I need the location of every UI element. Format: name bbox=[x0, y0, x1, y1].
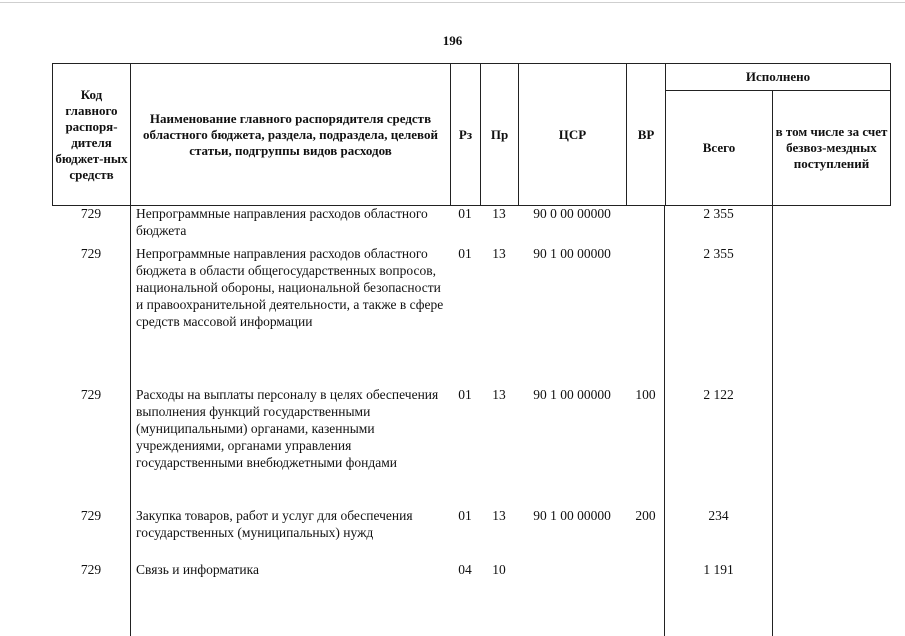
cell-total: 2 355 bbox=[703, 206, 734, 221]
cell-csr: 90 0 00 00000 bbox=[533, 206, 611, 221]
cell-pr: 13 bbox=[492, 508, 506, 523]
header-vr: ВР bbox=[627, 64, 666, 206]
table-row bbox=[52, 245, 890, 386]
cell-pr: 13 bbox=[492, 246, 506, 261]
cell-code: 729 bbox=[80, 562, 102, 577]
header-name: Наименование главного распорядителя средств областного бюджета, раздела, подраздела, целевой статьи, подгруппы видов расходов bbox=[131, 64, 451, 206]
cell-rz: 01 bbox=[458, 387, 472, 402]
cell-vr bbox=[626, 245, 665, 386]
cell-vr: 200 bbox=[635, 508, 656, 523]
cell-vr bbox=[626, 561, 665, 591]
cell-total: 2 122 bbox=[703, 387, 734, 402]
cell-incl bbox=[772, 205, 890, 245]
cell-vr bbox=[626, 205, 665, 245]
cell-incl bbox=[772, 561, 890, 591]
data-table bbox=[52, 205, 890, 591]
cell-name: Закупка товаров, работ и услуг для обеспечения государственных (муниципальных) нужд bbox=[136, 508, 413, 540]
cell-pr: 13 bbox=[492, 387, 506, 402]
cell-rz: 01 bbox=[458, 246, 472, 261]
cell-vr: 100 bbox=[635, 387, 656, 402]
cell-incl bbox=[772, 245, 890, 386]
cell-csr: 90 1 00 00000 bbox=[533, 508, 611, 523]
cell-rz: 01 bbox=[458, 508, 472, 523]
cell-total: 2 355 bbox=[703, 246, 734, 261]
page-top-border bbox=[0, 2, 905, 3]
header-csr: ЦСР bbox=[519, 64, 627, 206]
cell-incl bbox=[772, 507, 890, 561]
table-row bbox=[52, 386, 890, 507]
cell-name: Связь и информатика bbox=[136, 562, 259, 577]
cell-rz: 01 bbox=[458, 206, 472, 221]
header-executed: Исполнено bbox=[666, 64, 891, 91]
cell-csr: 90 1 00 00000 bbox=[533, 387, 611, 402]
cell-code: 729 bbox=[80, 387, 102, 402]
table-row bbox=[52, 205, 890, 245]
header-code: Код главного распоря-дителя бюджет-ных средств bbox=[53, 64, 131, 206]
cell-pr: 10 bbox=[492, 562, 506, 577]
cell-pr: 13 bbox=[492, 206, 506, 221]
table-row bbox=[52, 507, 890, 561]
cell-name: Расходы на выплаты персоналу в целях обеспечения выполнения функций государственными (муниципальными) органами, казенными учреждениями, органами управления государственными внебюджетными фондами bbox=[136, 387, 439, 470]
cell-total: 234 bbox=[708, 508, 729, 523]
table-row bbox=[52, 561, 890, 591]
header-rz: Рз bbox=[451, 64, 481, 206]
table-header bbox=[52, 63, 891, 206]
cell-code: 729 bbox=[80, 246, 102, 261]
header-incl: в том числе за счет безвоз-мездных поступлений bbox=[773, 91, 891, 206]
header-pr: Пр bbox=[481, 64, 519, 206]
cell-code: 729 bbox=[80, 206, 102, 221]
cell-csr: 90 1 00 00000 bbox=[533, 246, 611, 261]
cell-csr bbox=[518, 561, 626, 591]
cell-incl bbox=[772, 386, 890, 507]
cell-name: Непрограммные направления расходов областного бюджета в области общегосударственных вопросов, национальной обороны, национальной безопасности и правоохранительной деятельности, а также в сфере средств массовой информации bbox=[136, 246, 444, 329]
cell-rz: 04 bbox=[458, 562, 472, 577]
cell-name: Непрограммные направления расходов областного бюджета bbox=[136, 206, 428, 238]
cell-total: 1 191 bbox=[703, 562, 734, 577]
page-number: 196 bbox=[442, 33, 463, 48]
header-total: Всего bbox=[666, 91, 773, 206]
cell-code: 729 bbox=[80, 508, 102, 523]
